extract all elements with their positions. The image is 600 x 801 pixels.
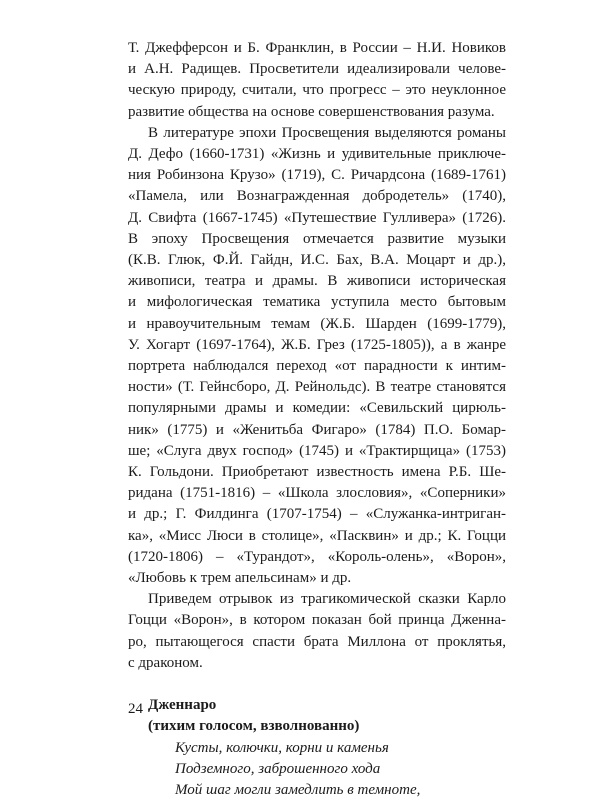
page-number: 24 xyxy=(128,701,143,717)
text-line: В эпоху Просвещения отмечается развитие музыки xyxy=(128,230,506,247)
speaker-name: Дженнаро xyxy=(148,697,217,714)
text-line: ности» (Т. Гейнсборо, Д. Рейнольдс). В театре становятся xyxy=(128,379,506,396)
text-line: В литературе эпохи Просвещения выделяются романы xyxy=(148,124,506,141)
text-line: У. Хогарт (1697-1764), Ж.Б. Грез (1725-1805)), а в жанре xyxy=(128,336,506,353)
text-line: и А.Н. Радищев. Просветители идеализировали челове- xyxy=(128,61,506,78)
text-line: ридана (1751-1816) – «Школа злословия», «Соперники» xyxy=(128,485,506,502)
text-line: Приведем отрывок из трагикомической сказки Карло xyxy=(148,591,506,608)
text-line: портрета наблюдался переход «от парадности к интим- xyxy=(128,358,506,375)
verse-line: Подземного, заброшенного хода xyxy=(175,760,381,777)
text-line: ния Робинзона Крузо» (1719), С. Ричардсона (1689-1761) xyxy=(128,167,506,184)
text-line: и др.; Г. Филдинга (1707-1754) – «Служанка-интриган- xyxy=(128,506,506,523)
text-line: Д. Дефо (1660-1731) «Жизнь и удивительные приключе- xyxy=(128,146,506,163)
text-line: (1720-1806) – «Турандот», «Король-олень», «Ворон», xyxy=(128,548,506,565)
text-line: «Любовь к трем апельсинам» и др. xyxy=(128,570,352,587)
play-excerpt xyxy=(148,695,506,801)
text-line: «Памела, или Вознагражденная добродетель» (1740), xyxy=(128,188,506,205)
text-line: ка», «Мисс Люси в столице», «Пасквин» и др.; К. Гоцци xyxy=(128,527,506,544)
text-line: К. Гольдони. Приобретают известность имена Р.Б. Ше- xyxy=(128,464,506,481)
text-line: популярными драмы и комедии: «Севильский цирюль- xyxy=(128,400,506,417)
text-line: и мифологическая тематика уступила место бытовым xyxy=(128,294,506,311)
text-line: (К.В. Глюк, Ф.Й. Гайдн, И.С. Бах, В.А. Моцарт и др.), xyxy=(128,252,506,269)
paragraph-literature xyxy=(128,123,506,589)
text-line: с драконом. xyxy=(128,654,203,671)
text-line: и нравоучительным темам (Ж.Б. Шарден (1699-1779), xyxy=(128,315,506,332)
text-line: ше; «Слуга двух господ» (1745) и «Трактирщица» (1753) xyxy=(128,442,506,459)
paragraph-enlighteners xyxy=(128,38,506,123)
spacer xyxy=(128,674,506,695)
text-line: живописи, театра и драмы. В живописи историческая xyxy=(128,273,506,290)
verse-line: Мой шаг могли замедлить в темноте, xyxy=(175,781,421,798)
text-line: ник» (1775) и «Женитьба Фигаро» (1784) П.О. Бомар- xyxy=(128,421,506,438)
verse-line: Кусты, колючки, корни и каменья xyxy=(175,739,389,756)
text-line: ческую природу, считали, что прогресс – это неуклонное xyxy=(128,82,506,99)
text-line: ро, пытающегося спасти брата Миллона от проклятья, xyxy=(128,633,506,650)
paragraph-excerpt-intro xyxy=(128,589,506,674)
stage-direction: (тихим голосом, взволнованно) xyxy=(148,718,360,735)
text-line: Т. Джефферсон и Б. Франклин, в России – Н.И. Новиков xyxy=(128,40,506,56)
text-line: Д. Свифта (1667-1745) «Путешествие Гулливера» (1726). xyxy=(128,209,506,226)
text-line: Гоцци «Ворон», в котором показан бой принца Дженна- xyxy=(128,612,506,629)
text-line: развитие общества на основе совершенствования разума. xyxy=(128,103,495,120)
page-body xyxy=(128,38,506,801)
